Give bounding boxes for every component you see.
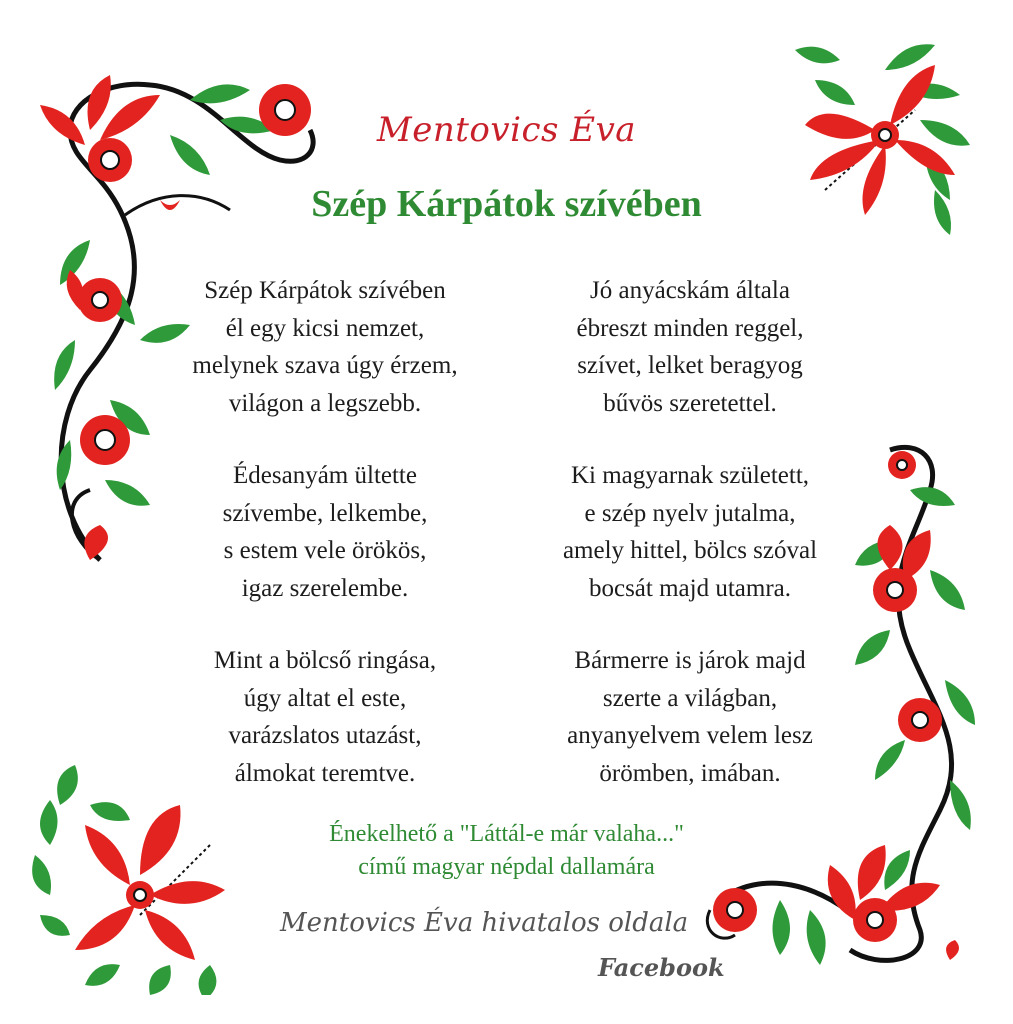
credit-line: Mentovics Éva hivatalos oldala — [280, 908, 689, 938]
verse-line: Szép Kárpátok szívében — [204, 277, 446, 304]
poem-title: Szép Kárpátok szívében — [311, 183, 702, 225]
verse-line: e szép nyelv jutalma, — [584, 499, 796, 527]
poem-column-right — [505, 272, 875, 827]
verse-line: szívet, lelket beragyog — [577, 352, 803, 379]
verse-line: igaz szerelembe. — [241, 574, 409, 602]
verse-line: bocsát majd utamra. — [588, 574, 791, 602]
stanza — [505, 642, 875, 792]
verse-line: melynek szava úgy érzem, — [192, 352, 458, 379]
melody-note-line: Énekelhető a "Láttál-e már valaha..." — [329, 821, 684, 847]
author-name: Mentovics Éva — [376, 110, 637, 150]
credit-platform: Facebook — [598, 953, 725, 982]
melody-note-line: című magyar népdal dallamára — [358, 854, 655, 880]
verse-line: Mint a bölcső ringása, — [213, 647, 437, 674]
verse-line: bűvös szeretettel. — [603, 389, 777, 417]
verse-line: Édesanyám ültette — [233, 462, 417, 489]
stanza — [140, 642, 510, 792]
verse-line: Jó anyácskám általa — [590, 277, 790, 304]
verse-line: Ki magyarnak született, — [570, 462, 810, 489]
stanza — [505, 272, 875, 422]
verse-line: s estem vele örökös, — [223, 537, 427, 564]
verse-line: ébreszt minden reggel, — [576, 314, 804, 342]
melody-note — [0, 818, 1013, 884]
verse-line: anyanyelvem velem lesz — [567, 722, 813, 749]
verse-line: él egy kicsi nemzet, — [225, 314, 425, 342]
verse-line: amely hittel, bölcs szóval — [562, 537, 818, 564]
verse-line: Bármerre is járok majd — [574, 647, 806, 674]
verse-line: szerte a világban, — [602, 684, 778, 712]
verse-line: örömben, imában. — [599, 759, 781, 787]
stanza — [140, 457, 510, 607]
verse-line: szívembe, lelkembe, — [222, 499, 428, 527]
stanza — [505, 457, 875, 607]
verse-line: úgy altat el este, — [243, 684, 407, 712]
stanza — [140, 272, 510, 422]
verse-line: álmokat teremtve. — [234, 759, 416, 787]
verse-line: világon a legszebb. — [228, 389, 422, 417]
poem-column-left — [140, 272, 510, 827]
verse-line: varázslatos utazást, — [228, 722, 422, 749]
